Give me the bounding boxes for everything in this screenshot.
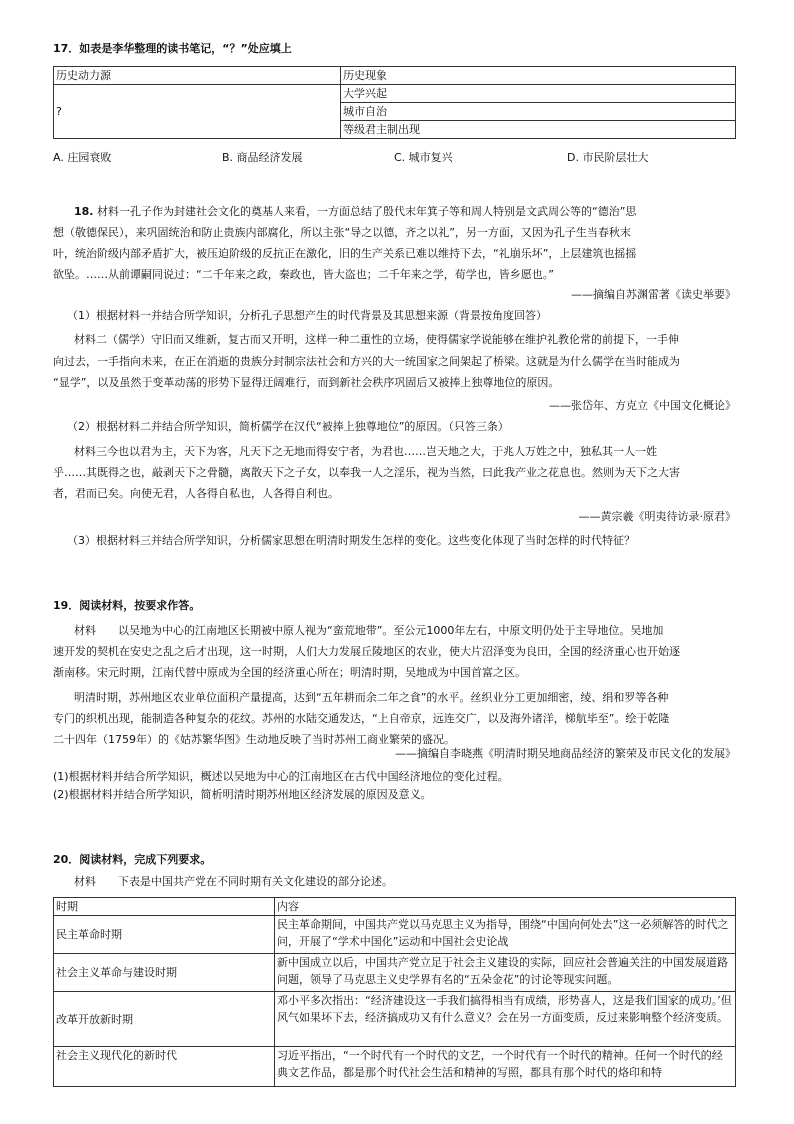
q20-table-row (54, 954, 736, 992)
q20-row1-period: 民主革命时期 (54, 916, 275, 954)
q18-material3-line3: 者，君而已矣。向使无君，人各得自私也，人各得自利也。 (53, 487, 339, 500)
q17-phenomenon-3: 等级君主制出现 (341, 121, 736, 139)
q18-material1-line3: 叶，统治阶级内部矛盾扩大，被压迫阶级的反抗正在激化，旧的生产关系已难以维持下去，“礼崩乐坏”，上层建筑也摇摇 (53, 247, 637, 260)
q18-question3: （3）根据材料三并结合所学知识，分析儒家思想在明清时期发生怎样的变化。这些变化体现了当时怎样的时代特征？ (67, 534, 635, 547)
q17-header-left: 历史动力源 (54, 67, 341, 85)
q17-header-right: 历史现象 (341, 67, 736, 85)
q19-title: 19．阅读材料，按要求作答。 (53, 599, 201, 612)
q18-source2: ——张岱年、方克立《中国文化概论》 (549, 399, 736, 412)
q18-material1-line4: 欲坠。……从前谭嗣同说过：“二千年来之政，秦政也，皆大盗也；二千年来之学，荀学也，皆乡愿也。” (53, 268, 554, 281)
q18-material1-line1 (74, 203, 636, 219)
q18-source1: ——摘编自苏渊雷著《读史举要》 (571, 288, 736, 301)
q17-left-value: ? (54, 85, 341, 139)
q19-para1-line3: 渐南移。宋元时期，江南代替中原成为全国的经济重心所在；明清时期，吴地成为中国首富之区。 (53, 666, 526, 679)
q17-title: 17．如表是李华整理的读书笔记，“？”处应填上 (53, 42, 292, 55)
q20-title: 20．阅读材料，完成下列要求。 (53, 853, 212, 866)
q20-header-period: 时期 (54, 898, 275, 916)
q20-row3-period: 改革开放新时期 (54, 992, 275, 1047)
q20-row4-period: 社会主义现代化的新时代 (54, 1047, 275, 1087)
q18-material2-line2: 向过去，一手指向未来，在正在消逝的贵族分封制宗法社会和方兴的大一统国家之间架起了桥梁。这就是为什么儒学在当时能成为 (53, 355, 680, 368)
q19-question2: (2)根据材料并结合所学知识，简析明清时期苏州地区经济发展的原因及意义。 (53, 788, 432, 801)
q18-source3: ——黄宗羲《明夷待访录·原君》 (578, 510, 736, 523)
q19-source: ——摘编自李晓燕《明清时期吴地商品经济的繁荣及市民文化的发展》 (395, 747, 736, 760)
q17-phenomenon-1: 大学兴起 (341, 85, 736, 103)
q20-table-row (54, 1047, 736, 1087)
q20-row3-content: 邓小平多次指出：“经济建设这一手我们搞得相当有成绩，形势喜人，这是我们国家的成功。’但风气如果坏下去，经济搞成功又有什么意义？会在另一方面变质，反过来影响整个经济变质。 (275, 992, 736, 1047)
q20-table (53, 897, 736, 1087)
q19-para2-line2: 专门的织机出现，能制造各种复杂的花纹。苏州的水陆交通发达，“上自帝京，远连交广，以及海外诸洋，梯航毕至”。绘于乾隆 (53, 712, 670, 725)
q17-table (53, 66, 736, 139)
q18-question1: （1）根据材料一并结合所学知识，分析孔子思想产生的时代背景及其思想来源（背景按角度回答） (67, 309, 547, 322)
q20-row2-content: 新中国成立以后，中国共产党立足于社会主义建设的实际，回应社会普遍关注的中国发展道路问题，领导了马克思主义史学界有名的“五朵金花”的讨论等现实问题。 (275, 954, 736, 992)
q20-header-content: 内容 (275, 898, 736, 916)
q17-option-a: A. 庄园衰败 (53, 151, 112, 164)
q20-table-row (54, 992, 736, 1047)
q20-row4-content: 习近平指出，“一个时代有一个时代的文艺，一个时代有一个时代的精神。任何一个时代的经典文艺作品，都是那个时代社会生活和精神的写照，都具有那个时代的烙印和特 (275, 1047, 736, 1087)
q18-material2-line3: “显学”，以及虽然于变革动荡的形势下显得迂阔难行，而到新社会秩序巩固后又被捧上独尊地位的原因。 (53, 376, 560, 389)
q18-material1-line2: 想（敬德保民），来巩固统治和防止贵族内部腐化，所以主张“导之以德，齐之以礼”，另一方面，又因为孔子生当春秋末 (53, 226, 631, 239)
q18-question2: （2）根据材料二并结合所学知识，简析儒学在汉代“被捧上独尊地位”的原因。（只答三条） (67, 420, 509, 433)
q18-material2-line1: 材料二（儒学）守旧而又维新，复古而又开明，这样一种二重性的立场，使得儒家学说能够在维护礼教伦常的前提下，一手伸 (74, 333, 679, 346)
q18-material1-line1-text: 材料一孔子作为封建社会文化的奠基人来看，一方面总结了殷代末年箕子等和周人特别是文武周公等的“德治”思 (97, 205, 637, 218)
q18-number: 18. (74, 205, 94, 218)
q20-table-row (54, 916, 736, 954)
q19-para2-line1: 明清时期，苏州地区农业单位面积产量提高，达到“五年耕而余二年之食”的水平。丝织业分工更加细密，绫、绢和罗等各种 (74, 691, 669, 704)
q20-row1-content: 民主革命期间，中国共产党以马克思主义为指导，围绕“中国向何处去”这一必须解答的时代之问，开展了“学术中国化”运动和中国社会史论战 (275, 916, 736, 954)
q18-material3-line2: 乎……其既得之也，敲剥天下之骨髓，离散天下之子女，以奉我一人之淫乐，视为当然，曰此我产业之花息也。然则为天下之大害 (53, 466, 680, 479)
q19-para1-line2: 速开发的契机在安史之乱之后才出现，这一时期，人们大力发展丘陵地区的农业，使大片沼泽变为良田，全国的经济重心也开始逐 (53, 645, 680, 658)
q19-para2-line3: 二十四年（1759年）的《姑苏繁华图》生动地反映了当时苏州工商业繁荣的盛况。 (53, 733, 455, 746)
q17-option-b: B. 商品经济发展 (222, 151, 303, 164)
q18-material3-line1: 材料三今也以君为主，天下为客，凡天下之无地而得安宁者，为君也……岂天地之大，于兆人万姓之中，独私其一人一姓 (74, 445, 657, 458)
q20-intro: 材料 下表是中国共产党在不同时期有关文化建设的部分论述。 (74, 875, 393, 888)
q17-option-d: D. 市民阶层壮大 (567, 151, 649, 164)
q19-para1-line1: 材料 以吴地为中心的江南地区长期被中原人视为“蛮荒地带”。至公元1000年左右，中原文明仍处于主导地位。吴地加 (74, 624, 664, 637)
q20-row2-period: 社会主义革命与建设时期 (54, 954, 275, 992)
q17-phenomenon-2: 城市自治 (341, 103, 736, 121)
q19-question1: (1)根据材料并结合所学知识，概述以吴地为中心的江南地区在古代中国经济地位的变化过程。 (53, 770, 509, 783)
q17-option-c: C. 城市复兴 (394, 151, 453, 164)
